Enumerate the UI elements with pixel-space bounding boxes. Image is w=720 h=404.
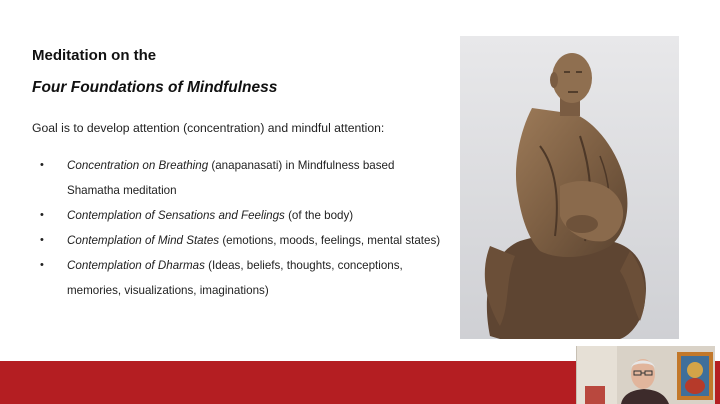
bullet-item [40, 253, 450, 303]
webcam-feed [576, 346, 715, 404]
bullet-italic: Concentration on Breathing [67, 159, 209, 172]
bullet-dot: • [40, 259, 44, 271]
bullet-list [40, 153, 450, 303]
bullet-dot: • [40, 209, 44, 221]
slide-title-line1: Meditation on the [32, 47, 157, 64]
bullet-italic: Contemplation of Dharmas [67, 259, 205, 272]
bullet-italic: Contemplation of Mind States [67, 234, 220, 247]
bullet-dot: • [40, 159, 44, 171]
seated-monk-statue-illustration [460, 36, 679, 339]
bullet-rest: (emotions, moods, feelings, mental states) [219, 234, 441, 247]
bullet-italic: Contemplation of Sensations and Feelings [67, 209, 285, 222]
bullet-rest: (of the body) [284, 209, 354, 222]
bullet-rest: (anapanasati) in Mindfulness based Shamatha meditation [67, 159, 395, 197]
bullet-item [40, 203, 450, 228]
bullet-rest: (Ideas, beliefs, thoughts, conceptions, memories, visualizations, imaginations) [67, 259, 403, 297]
bullet-dot: • [40, 234, 44, 246]
presenter-webcam-illustration [577, 346, 715, 404]
goal-text: Goal is to develop attention (concentration) and mindful attention: [32, 121, 385, 135]
statue-image [460, 36, 679, 339]
slide-title-line2: Four Foundations of Mindfulness [32, 79, 278, 96]
bullet-item [40, 153, 450, 203]
bullet-item [40, 228, 450, 253]
